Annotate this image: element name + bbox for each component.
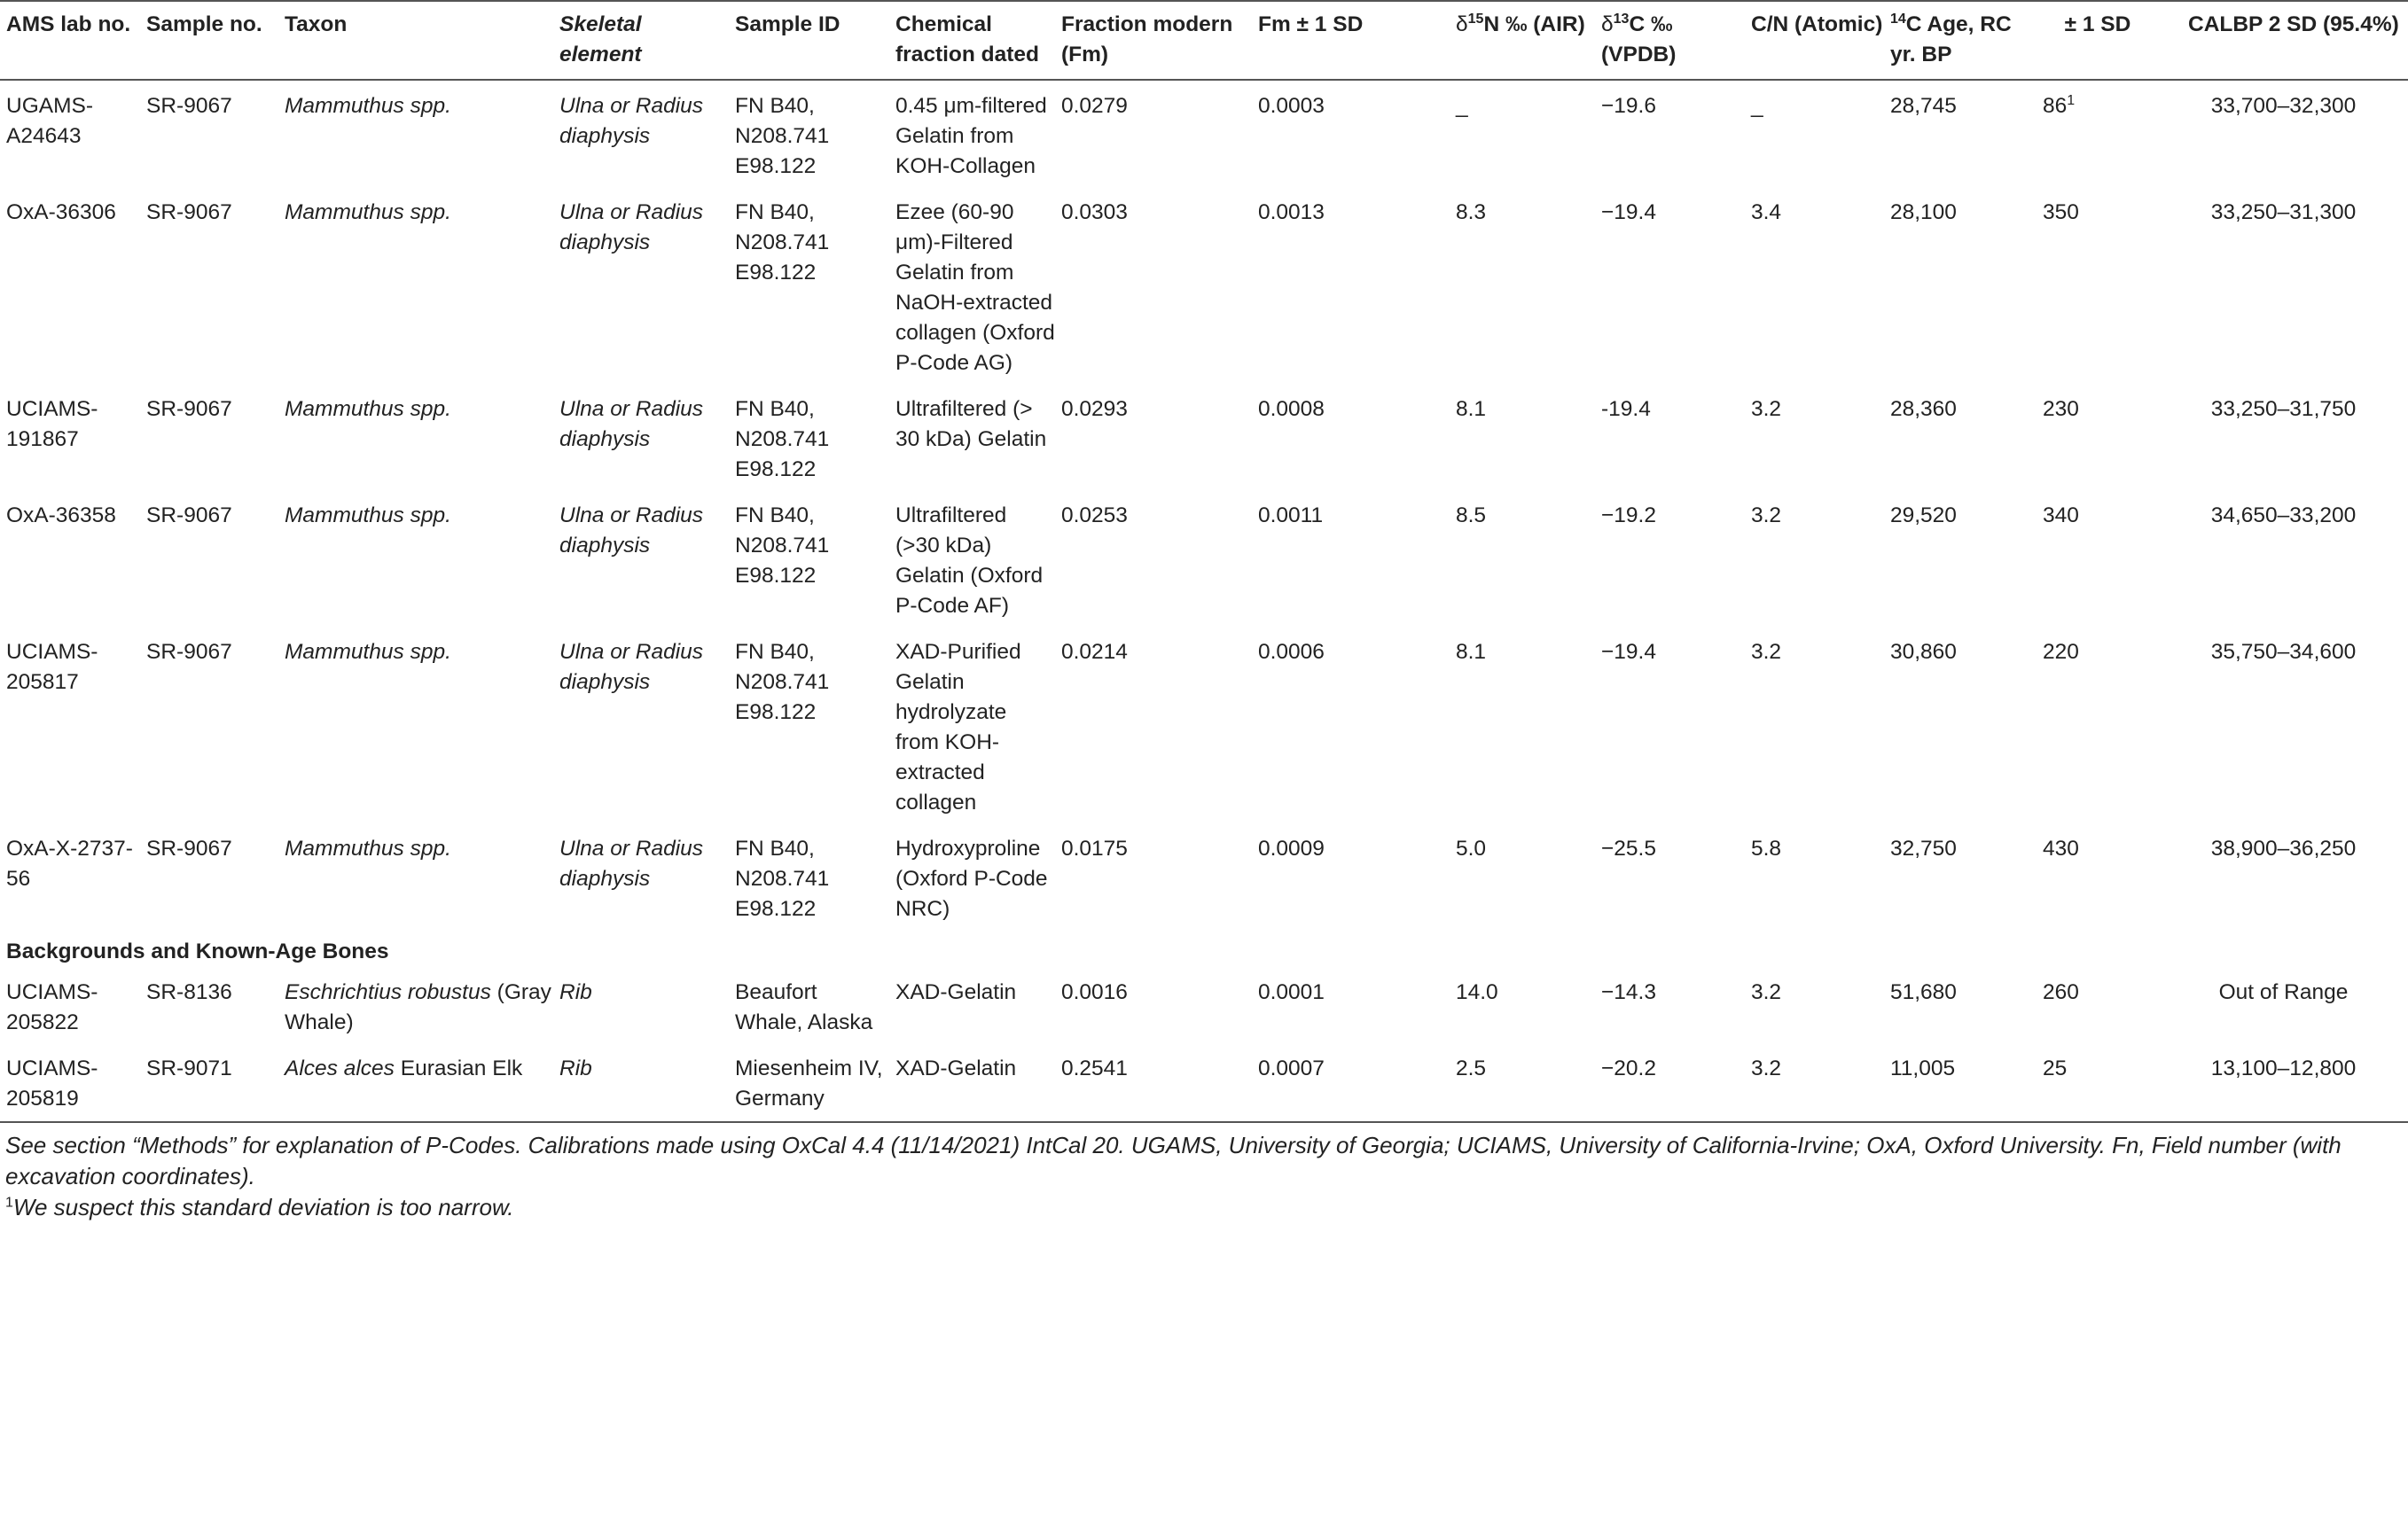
cell-fraction: 0.45 μm-filtered Gelatin from KOH-Collagen: [895, 94, 1047, 178]
cell-age: 28,360: [1890, 397, 1957, 421]
col-fm-sd: Fm ± 1 SD: [1252, 2, 1450, 80]
cell-d15n: 8.3: [1456, 200, 1487, 224]
cell-lab: UCIAMS-205822: [6, 980, 98, 1034]
cell-lab: UCIAMS-205817: [6, 640, 98, 694]
cell-d13c: −19.6: [1601, 94, 1656, 118]
cell-d15n: 2.5: [1450, 1043, 1595, 1122]
cell-taxon: Mammuthus spp.: [285, 503, 451, 527]
cell-lab: OxA-36358: [6, 503, 116, 527]
cell-fm: 0.0175: [1061, 837, 1128, 861]
cell-fraction: XAD-Gelatin: [895, 980, 1017, 1004]
cell-fm: 0.0303: [1061, 200, 1128, 224]
cell-age: 51,680: [1890, 980, 1957, 1004]
cell-taxon: Mammuthus spp.: [285, 837, 451, 861]
cell-d15n: 8.5: [1456, 503, 1487, 527]
table-body: [0, 80, 2408, 1122]
footnote-1: $^1$We suspect this standard deviation is too narrow.: [5, 1194, 514, 1220]
table-row: [0, 384, 2408, 490]
col-age: $^{14}$C Age, RC yr. BP: [1884, 2, 2037, 80]
cell-fm-sd: 0.0009: [1258, 837, 1325, 861]
cell-d13c: −14.3: [1601, 980, 1656, 1004]
cell-age: 28,100: [1890, 200, 1957, 224]
cell-d15n: 8.1: [1456, 640, 1487, 664]
cell-taxon: Mammuthus spp.: [285, 200, 451, 224]
cell-cn: 3.2: [1751, 640, 1782, 664]
cell-d15n: 5.0: [1456, 837, 1487, 861]
cell-sd: 25: [2037, 1043, 2153, 1122]
cell-fm-sd: 0.0001: [1258, 980, 1325, 1004]
col-sample: Sample no.: [140, 2, 278, 80]
cell-calbp: 38,900–36,250: [2210, 837, 2357, 861]
cell-calbp: 13,100–12,800: [2153, 1043, 2408, 1122]
cell-sample: SR-9067: [146, 94, 232, 118]
cell-age: 32,750: [1890, 837, 1957, 861]
col-sample-id: Sample ID: [729, 2, 889, 80]
cell-sample-id: FN B40, N208.741 E98.122: [735, 503, 830, 588]
cell-fm-sd: 0.0003: [1258, 94, 1325, 118]
cell-d13c: −19.4: [1601, 200, 1656, 224]
cell-element: Ulna or Radius diaphysis: [559, 837, 704, 891]
table-row: [0, 627, 2408, 823]
table-row: [0, 823, 2408, 930]
cell-sample-id: FN B40, N208.741 E98.122: [735, 640, 830, 724]
col-fraction: Chemical fraction dated: [889, 2, 1055, 80]
cell-d13c: −20.2: [1595, 1043, 1745, 1122]
cell-d13c: -19.4: [1601, 397, 1651, 421]
cell-sd: 220: [2043, 640, 2079, 664]
col-calbp: CALBP 2 SD (95.4%): [2153, 2, 2408, 80]
cell-age: 28,745: [1890, 94, 1957, 118]
cell-fm: 0.0214: [1061, 640, 1128, 664]
cell-fm: 0.2541: [1055, 1043, 1252, 1122]
cell-element: Ulna or Radius diaphysis: [559, 397, 704, 451]
cell-cn: 3.2: [1751, 980, 1782, 1004]
cell-age: 11,005: [1884, 1043, 2037, 1122]
table-row: [0, 80, 2408, 187]
cell-lab: OxA-36306: [6, 200, 116, 224]
cell-lab: UCIAMS-191867: [6, 397, 98, 451]
cell-d15n: _: [1456, 94, 1468, 118]
cell-fm: 0.0016: [1061, 980, 1128, 1004]
cell-fraction: Hydroxyproline (Oxford P-Code NRC): [895, 837, 1048, 921]
table-row: [0, 967, 2408, 1043]
col-sd: ± 1 SD: [2037, 2, 2153, 80]
cell-sample-id: Beaufort Whale, Alaska: [735, 980, 873, 1034]
cell-sd: 340: [2043, 503, 2079, 527]
cell-sample-id: FN B40, N208.741 E98.122: [735, 837, 830, 921]
cell-d13c: −25.5: [1601, 837, 1656, 861]
cell-calbp: 35,750–34,600: [2210, 640, 2357, 664]
cell-sample: SR-9067: [146, 503, 232, 527]
cell-fm-sd: 0.0008: [1258, 397, 1325, 421]
cell-fraction: Ultrafiltered (>30 kDa) Gelatin (Oxford P-Code AF): [895, 503, 1044, 618]
cell-fm: 0.0293: [1061, 397, 1128, 421]
table-row: [0, 490, 2408, 627]
col-lab: AMS lab no.: [0, 2, 140, 80]
cell-sd: $86^1$: [2043, 92, 2076, 118]
cell-fm-sd: 0.0007: [1252, 1043, 1450, 1122]
cell-age: 30,860: [1890, 640, 1957, 664]
cell-taxon: Eschrichtius robustus (Gray Whale): [285, 980, 551, 1034]
cell-taxon: Mammuthus spp.: [285, 640, 451, 664]
cell-lab: UGAMS-A24643: [6, 94, 93, 148]
cell-sample-id: Miesenheim IV, Germany: [729, 1043, 889, 1122]
col-fm: Fraction modern (Fm): [1055, 2, 1252, 80]
cell-cn: _: [1751, 94, 1763, 118]
cell-cn: 3.4: [1751, 200, 1782, 224]
col-d13c: $\delta^{13}C$ ‰ (VPDB): [1595, 2, 1745, 80]
cell-sample-id: FN B40, N208.741 E98.122: [735, 94, 830, 178]
table-footnote: See section “Methods” for explanation of P-Codes. Calibrations made using OxCal 4.4 (11/14/2021) IntCal 20. UGAMS, University of Georgia; UCIAMS, University of California-Irvine; OxA, Oxford University. Fn, Field number (with excavation coordinates).: [5, 1132, 2342, 1189]
cell-d15n: 14.0: [1456, 980, 1498, 1004]
table-header: [0, 1, 2408, 80]
cell-calbp: 33,700–32,300: [2210, 94, 2357, 118]
cell-cn: 3.2: [1745, 1043, 1884, 1122]
cell-fm: 0.0279: [1061, 94, 1128, 118]
cell-element: Ulna or Radius diaphysis: [559, 200, 704, 254]
cell-calbp: Out of Range: [2218, 980, 2349, 1004]
cell-cn: 3.2: [1751, 397, 1782, 421]
section-title: Backgrounds and Known-Age Bones: [6, 940, 389, 963]
cell-sample: SR-9067: [146, 640, 232, 664]
cell-sample: SR-8136: [146, 980, 232, 1004]
cell-fraction: XAD-Gelatin: [889, 1043, 1055, 1122]
cell-fm-sd: 0.0013: [1258, 200, 1325, 224]
cell-cn: 5.8: [1751, 837, 1782, 861]
col-taxon: Taxon: [278, 2, 553, 80]
cell-age: 29,520: [1890, 503, 1957, 527]
cell-calbp: 34,650–33,200: [2210, 503, 2357, 527]
cell-d15n: 8.1: [1456, 397, 1487, 421]
table-row: [0, 1043, 2408, 1122]
cell-sample: SR-9067: [146, 397, 232, 421]
cell-calbp: 33,250–31,750: [2210, 397, 2357, 421]
cell-element: Ulna or Radius diaphysis: [559, 94, 704, 148]
cell-lab: UCIAMS-205819: [0, 1043, 140, 1122]
cell-element: Ulna or Radius diaphysis: [559, 640, 704, 694]
cell-sample-id: FN B40, N208.741 E98.122: [735, 200, 830, 285]
col-element: Skeletal element: [553, 2, 729, 80]
cell-fm-sd: 0.0006: [1258, 640, 1325, 664]
cell-sd: 430: [2043, 837, 2079, 861]
cell-sd: 350: [2043, 200, 2079, 224]
cell-element: Rib: [559, 980, 592, 1004]
cell-element: Rib: [553, 1043, 729, 1122]
cell-sample-id: FN B40, N208.741 E98.122: [735, 397, 830, 481]
cell-calbp: 33,250–31,300: [2210, 200, 2357, 224]
cell-sd: 260: [2043, 980, 2079, 1004]
cell-taxon: Mammuthus spp.: [285, 397, 451, 421]
cell-fraction: Ultrafiltered (> 30 kDa) Gelatin: [895, 397, 1047, 451]
cell-sample: SR-9067: [146, 200, 232, 224]
footnote-marker: 1: [2067, 92, 2076, 108]
col-d15n: $\delta^{15}N$ ‰ (AIR): [1450, 2, 1595, 80]
cell-d13c: −19.4: [1601, 640, 1656, 664]
section-row: [0, 930, 2408, 967]
col-cn: C/N (Atomic): [1745, 2, 1884, 80]
cell-fraction: XAD-Purified Gelatin hydrolyzate from KOH-extracted collagen: [895, 640, 1021, 815]
cell-sample: SR-9067: [146, 837, 232, 861]
cell-sd: 230: [2043, 397, 2079, 421]
cell-fm-sd: 0.0011: [1258, 503, 1324, 527]
cell-taxon: Alces alces Eurasian Elk: [278, 1043, 553, 1122]
cell-fm: 0.0253: [1061, 503, 1128, 527]
cell-lab: OxA-X-2737-56: [6, 837, 133, 891]
cell-fraction: Ezee (60-90 μm)-Filtered Gelatin from NaOH-extracted collagen (Oxford P-Code AG): [895, 200, 1055, 375]
cell-taxon: Mammuthus spp.: [285, 94, 451, 118]
table-row: [0, 187, 2408, 384]
cell-element: Ulna or Radius diaphysis: [559, 503, 704, 557]
cell-d13c: −19.2: [1601, 503, 1656, 527]
cell-cn: 3.2: [1751, 503, 1782, 527]
cell-sample: SR-9071: [140, 1043, 278, 1122]
